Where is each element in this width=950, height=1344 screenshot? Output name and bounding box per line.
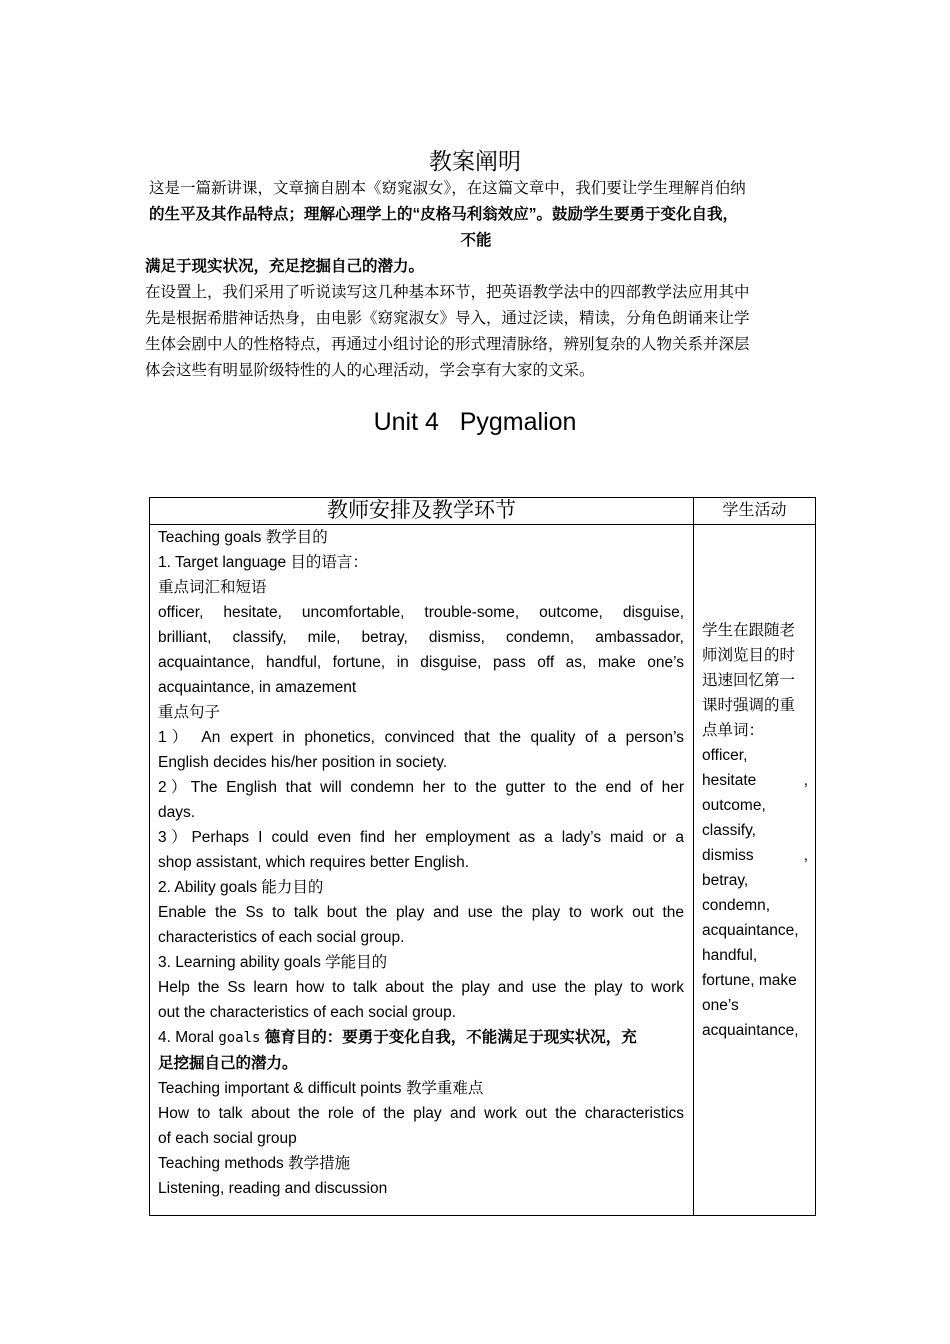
explanation-line: 体会这些有明显阶级特性的人的心理活动，学会享有大家的文采。	[145, 362, 595, 379]
cell-line: Teaching goals 教学目的	[158, 529, 328, 546]
cell-line: one’s	[702, 997, 739, 1014]
moral-goals-line	[158, 1025, 684, 1051]
cell-line: 师浏览目的时	[702, 647, 796, 664]
cell-line: 课时强调的重	[702, 697, 796, 714]
cell-line: Enable the Ss to talk bout the play and use the play to work out the	[158, 904, 684, 921]
comma-mark: ,	[803, 772, 808, 789]
cell-line: out the characteristics of each social group.	[158, 1004, 457, 1021]
cell-line: 1） An expert in phonetics, convinced that the quality of a person’s	[158, 729, 684, 746]
moral-goals-keyword: goals	[218, 1030, 261, 1046]
cell-line: acquaintance, in amazement	[158, 679, 357, 696]
teacher-arrangement-cell	[158, 525, 684, 1201]
cell-line: characteristics of each social group.	[158, 929, 405, 946]
unit-title: Unit 4 Pygmalion	[373, 408, 577, 436]
header-student-activity: 学生活动	[722, 502, 787, 519]
vocab-word: hesitate	[702, 772, 757, 789]
explanation-line: 先是根据希腊神话热身，由电影《窈窕淑女》导入，通过泛读，精读，分角色朗诵来让学	[145, 310, 750, 327]
moral-goals-label: 4. Moral	[158, 1029, 214, 1046]
cell-line: How to talk about the role of the play and work out the characteristics	[158, 1105, 684, 1122]
cell-line: Teaching important & difficult points 教学重难点	[158, 1080, 484, 1097]
cell-line: 3. Learning ability goals 学能目的	[158, 954, 388, 971]
table-column-divider	[693, 498, 694, 1215]
student-activity-cell	[702, 618, 808, 1043]
cell-line: 学生在跟随老	[702, 622, 796, 639]
cell-line: fortune, make	[702, 972, 797, 989]
cell-line: 2）The English that will condemn her to the gutter to the end of her	[158, 779, 684, 796]
cell-line: brilliant, classify, mile, betray, dismiss, condemn, ambassador,	[158, 629, 684, 646]
cell-line: 重点句子	[158, 704, 221, 721]
explanation-text	[145, 176, 807, 384]
explanation-line: 这是一篇新讲课，文章摘自剧本《窈窕淑女》，在这篇文章中，我们要让学生理解肖伯纳	[149, 180, 746, 197]
explanation-line: 满足于现实状况，充足挖掘自己的潜力。	[145, 258, 425, 275]
moral-goals-text: 德育目的：要勇于变化自我，不能满足于现实状况，充	[264, 1029, 637, 1046]
cell-line: outcome,	[702, 797, 766, 814]
cell-line: Help the Ss learn how to talk about the play and use the play to work	[158, 979, 684, 996]
cell-line: acquaintance,	[702, 922, 799, 939]
comma-mark: ,	[803, 847, 808, 864]
cell-line: English decides his/her position in society.	[158, 754, 448, 771]
explanation-line: 不能	[460, 232, 492, 249]
cell-line: shop assistant, which requires better English.	[158, 854, 470, 871]
cell-line	[702, 843, 808, 868]
cell-line: days.	[158, 804, 196, 821]
explanation-line: 在设置上，我们采用了听说读写这几种基本环节，把英语教学法中的四部教学法应用其中	[145, 284, 750, 301]
cell-line: 迅速回忆第一	[702, 672, 796, 689]
cell-line: handful,	[702, 947, 758, 964]
cell-line: 点单词：	[702, 722, 765, 739]
cell-line: acquaintance, handful, fortune, in disguise, pass off as, make one’s	[158, 654, 684, 671]
cell-line: officer,	[702, 747, 748, 764]
cell-line: of each social group	[158, 1130, 297, 1147]
cell-line: Listening, reading and discussion	[158, 1180, 388, 1197]
cell-line: classify,	[702, 822, 756, 839]
cell-line: condemn,	[702, 897, 771, 914]
cell-line: betray,	[702, 872, 749, 889]
vocab-word: dismiss	[702, 847, 754, 864]
cell-line: Teaching methods 教学措施	[158, 1155, 351, 1172]
cell-line: 3）Perhaps I could even find her employment as a lady’s maid or a	[158, 829, 684, 846]
explanation-line: 的生平及其作品特点；理解心理学上的“皮格马利翁效应”。鼓励学生要勇于变化自我，	[149, 206, 739, 223]
cell-line: officer, hesitate, uncomfortable, trouble-some, outcome, disguise,	[158, 604, 684, 621]
cell-line: acquaintance,	[702, 1022, 799, 1039]
header-teacher-arrangement: 教师安排及教学环节	[327, 499, 516, 522]
cell-line: 足挖掘自己的潜力。	[158, 1055, 298, 1072]
cell-line: 1. Target language 目的语言：	[158, 554, 368, 571]
cell-line	[702, 768, 808, 793]
explanation-line: 生体会剧中人的性格特点，再通过小组讨论的形式理清脉络，辨别复杂的人物关系并深层	[145, 336, 750, 353]
explanation-title: 教案阐明	[429, 148, 521, 174]
cell-line: 重点词汇和短语	[158, 579, 267, 596]
lesson-plan-table	[149, 497, 816, 1216]
cell-line: 2. Ability goals 能力目的	[158, 879, 324, 896]
